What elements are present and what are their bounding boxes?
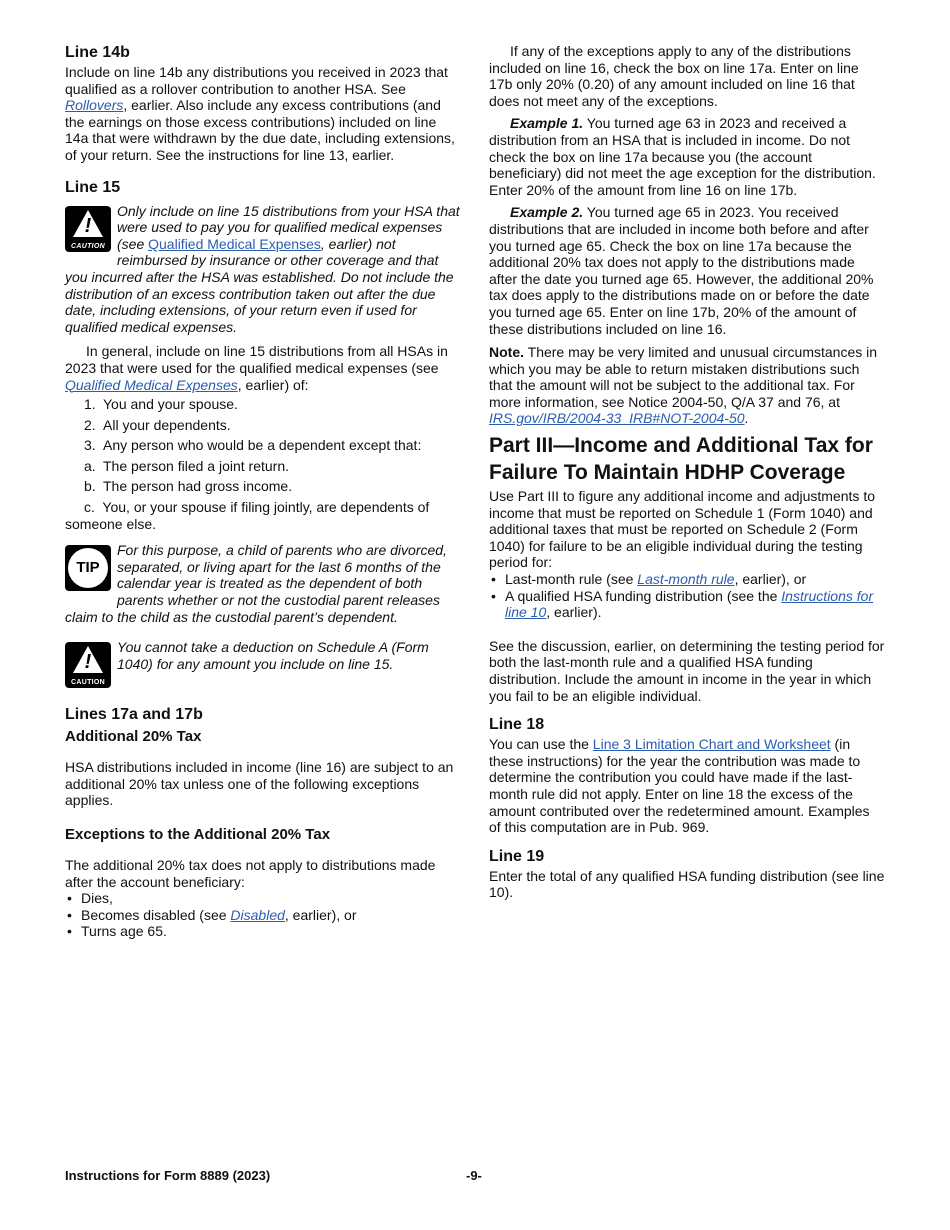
part-iii-text: Use Part III to figure any additional income and adjustments to income that must be reported on Schedule 1 (Form 1040) and additional taxes that must be reported on Schedule 2 (Form 1040) for failure to be an eligible individual during the testing period for: (489, 488, 875, 571)
testing-period-text: See the discussion, earlier, on determining the testing period for both the last-month rule and a qualified HSA funding distribution. Include the amount in income in the year in which you fail to be an eligible individual. (489, 637, 885, 704)
heading-line-14b: Line 14b (65, 44, 130, 61)
list-item: • Turns age 65. (65, 923, 460, 940)
text: In general, include on line 15 distributions from all HSAs in 2023 that were used for the qualified medical expenses (see (65, 343, 448, 376)
right-column (489, 43, 885, 901)
list-item: 3. Any person who would be a dependent except that: (84, 437, 422, 454)
heading-exceptions: Exceptions to the Additional 20% Tax (65, 826, 331, 843)
exceptions-paragraph: If any of the exceptions apply to any of the distributions included on line 16, check the box on line 17a. Enter on line 17b only 20% (0.20) of any amount included on line 16 that does not meet any of the exceptions. (489, 43, 859, 109)
example-1: Example 1. You turned age 63 in 2023 and received a distribution from an HSA that is included in income. Do not check the box on line 17a because you (the account beneficiary) did not meet the age exception for the distribution. Enter 20% of the amount from line 16 on line 17b. (489, 115, 876, 198)
tip-callout (65, 542, 460, 625)
text: , earlier. Also include any excess contributions (and the earnings on those excess contributions) included on line 14a that were withdrawn by the due date, including extensions, of your return. See the instructions for line 13, earlier. (65, 97, 455, 163)
exceptions-text: The additional 20% tax does not apply to distributions made after the account beneficiary: (65, 857, 436, 890)
list-item: 2. All your dependents. (84, 416, 231, 433)
heading-line-15: Line 15 (65, 178, 121, 196)
irs-notice-link[interactable]: IRS.gov/IRB/2004-33_IRB#NOT-2004-50 (489, 410, 745, 427)
line-18-text: You can use the Line 3 Limitation Chart and Worksheet (in these instructions) for the year the contribution was made to determine the contribution you could have made if the last-month rule did not apply. Enter on line 18 the excess of the amount contributed over the redetermined amount. Examples of this computation are in Pub. 969. (489, 736, 870, 836)
line-3-limitation-chart-link[interactable]: Line 3 Limitation Chart and Worksheet (592, 736, 831, 753)
footer-title: Instructions for Form 8889 (2023) (65, 1168, 271, 1183)
rollovers-link[interactable]: Rollovers (65, 97, 124, 114)
line-17-text: HSA distributions included in income (line 16) are subject to an additional 20% tax unless one of the following exceptions applies. (65, 759, 454, 809)
line-15-text (65, 343, 460, 393)
caution-icon: ! CAUTION (65, 642, 111, 688)
qualified-medical-expenses-link[interactable]: Qualified Medical Expenses (65, 376, 238, 393)
text: , earlier) of: (237, 376, 309, 393)
caution-callout (65, 203, 460, 336)
line-19-text: Enter the total of any qualified HSA funding distribution (see line 10). (489, 867, 885, 901)
tip-icon: TIP (65, 545, 111, 591)
list-item: c. You, or your spouse if filing jointly, are dependents of someone else. (65, 499, 430, 532)
heading-line-18: Line 18 (489, 716, 545, 734)
text: , earlier) not reimbursed by insurance or other coverage and that you incurred after the HSA was established. Do not include the distribution of an excess contribution taken out after the due date, including extensions, of your return even if used for qualified medical expenses. (65, 235, 454, 335)
example-2: Example 2. You turned age 65 in 2023. You received distributions that are included in income both before and after you turned age 65. Check the box on line 17a because the additional 20% tax does not apply to the distributions made after the date you turned age 65. However, the additional 20% tax does apply to the distributions made on or before the date you turned age 65. Enter on line 17b, 20% of the amount of these distributions included on line 16. (489, 204, 874, 337)
page-number: -9- (466, 1168, 482, 1183)
list-item: a. The person filed a joint return. (84, 457, 289, 474)
list-item: 1. You and your spouse. (84, 396, 238, 413)
qualified-medical-expenses-link[interactable]: Qualified Medical Expenses (148, 235, 321, 252)
caution-callout (65, 639, 460, 689)
text: You cannot take a deduction on Schedule A (Form 1040) for any amount you include on line 15. (117, 639, 429, 672)
exceptions-list (65, 890, 460, 940)
list-item: • Becomes disabled (see Disabled, earlier), or (65, 907, 460, 924)
list-item: • Last-month rule (see Last-month rule, earlier), or (489, 571, 885, 588)
left-column (65, 43, 460, 940)
text: For this purpose, a child of parents who are divorced, separated, or living apart for the last 6 months of the calendar year is treated as the dependent of both parents whether or not the custodial parent releases claim to the child as the custodial parent’s dependent. (65, 542, 447, 625)
list-item: b. The person had gross income. (84, 478, 293, 495)
text: Only include on line 15 distributions from your HSA that were used to pay you for qualified medical expenses (see (117, 202, 460, 252)
heading-line-19: Line 19 (489, 847, 545, 865)
note: Note. There may be very limited and unusual circumstances in which you may be able to return mistaken distributions such that the amount will not be subject to the additional tax. For more information, see Notice 2004-50, Q/A 37 and 76, at IRS.gov/IRB/2004-33_IRB#NOT-2004-50. (489, 344, 878, 427)
list-item: • A qualified HSA funding distribution (see the Instructions for line 10, earlier). (489, 588, 885, 621)
dependents-list (65, 396, 460, 495)
text: Include on line 14b any distributions you received in 2023 that qualified as a rollover contribution to another HSA. See (65, 64, 448, 97)
line-14b-text (65, 64, 460, 164)
disabled-link[interactable]: Disabled (230, 906, 285, 923)
instructions-line-10-link[interactable]: Instructions for line 10 (505, 587, 874, 621)
last-month-rule-link[interactable]: Last-month rule (637, 571, 735, 588)
list-item: • Dies, (65, 890, 460, 907)
part-iii-list (489, 571, 885, 621)
heading-part-iii: Part III—Income and Additional Tax for Failure To Maintain HDHP Coverage (489, 434, 873, 484)
caution-icon: ! CAUTION (65, 206, 111, 252)
subheading-additional-tax: Additional 20% Tax (65, 728, 202, 746)
heading-lines-17a-17b: Lines 17a and 17b (65, 706, 203, 724)
